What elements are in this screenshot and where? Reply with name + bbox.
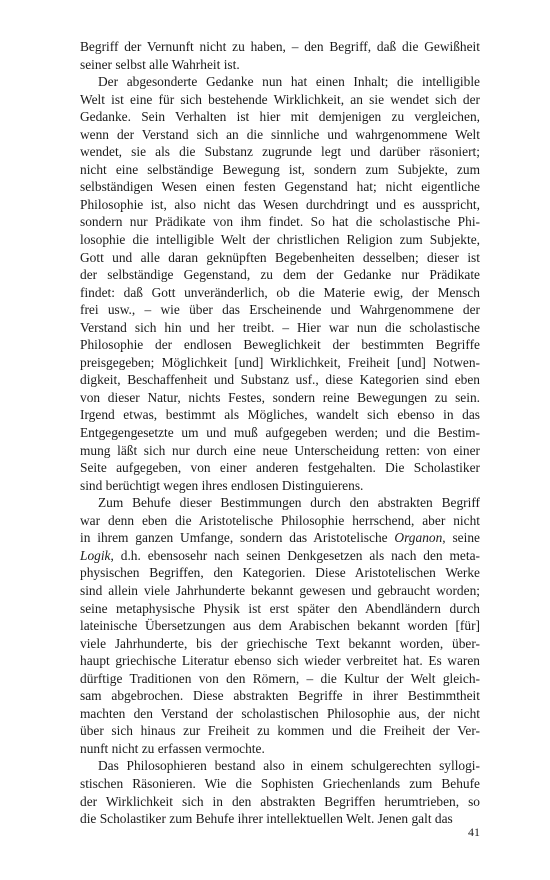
text-line: losophie die intelligible Welt der christlichen Religion zum Subjekte, xyxy=(80,232,480,248)
text-line: viele Jahrhunderte, bis der griechische Text bekannt worden, über- xyxy=(80,635,480,651)
text-line: Das Philosophieren bestand also in einem schulgerechten syllogi- xyxy=(98,758,480,774)
text-line: physischen Begriffen, den Kategorien. Diese Aristotelischen Werke xyxy=(80,565,480,581)
text-line: wendet, sie als die Substanz zugrunde legt und darüber räsoniert; xyxy=(80,144,480,160)
text-line: Begriff der Vernunft nicht zu haben, – den Begriff, daß die Gewißheit xyxy=(80,39,480,54)
body-text xyxy=(80,38,480,828)
text-line: in ihrem ganzen Umfange, sondern das Aristotelische Organon, seine xyxy=(80,530,480,546)
text-line: Der abgesonderte Gedanke nun hat einen Inhalt; die intelligible xyxy=(98,74,480,90)
text-line: der selbständige Gegenstand, zu dem der Gedanke nur Prädikate xyxy=(80,267,480,283)
text-line: lateinische Übersetzungen aus dem Arabischen bekannt worden [für] xyxy=(80,618,480,634)
text-line: machten den Verstand der scholastischen Philosophie aus, der nicht xyxy=(80,705,480,721)
text-line: nicht eine selbständige Bewegung ist, sondern zum Subjekte, zum xyxy=(80,161,480,177)
text-line: Verstand sich hin und her treibt. – Hier war nun die scholastische xyxy=(80,319,480,335)
text-line: nunft nicht zu erfassen vermochte. xyxy=(80,740,265,756)
page-number: 41 xyxy=(468,825,480,839)
text-line: sind berüchtigt wegen ihres endlosen Distinguierens. xyxy=(80,477,364,493)
text-line: findet: daß Gott unveränderlich, ob die Materie ewig, der Mensch xyxy=(80,284,480,300)
text-line: sam abgebrochen. Diese abstrakten Begriffe in ihrer Bestimmtheit xyxy=(80,688,480,704)
text-line: Gedanke. Sein Verhalten ist hier mit demjenigen zu vergleichen, xyxy=(80,109,480,125)
text-line: dürftige Traditionen von den Römern, – die Kultur der Welt gleich- xyxy=(80,670,480,686)
text-line: mung läßt sich nur durch eine neue Unterscheidung retten: von einer xyxy=(80,442,480,458)
text-line: stischen Räsonieren. Wie die Sophisten Griechenlands zum Behufe xyxy=(80,775,480,791)
text-line: digkeit, Beschaffenheit und Substanz usf., diese Kategorien sind eben xyxy=(80,372,480,388)
text-line: über sich hinaus zur Freiheit zu kommen und die Freiheit der Ver- xyxy=(80,723,480,739)
text-line: Welt ist eine für sich bestehende Wirklichkeit, an sie wendet sich der xyxy=(80,91,480,107)
text-line: die Scholastiker zum Behufe ihrer intellektuellen Welt. Jenen galt das xyxy=(80,811,453,827)
text-line: Zum Behufe dieser Bestimmungen durch den abstrakten Begriff xyxy=(98,495,480,511)
text-line: preisgegeben; Möglichkeit [und] Wirklichkeit, Freiheit [und] Notwen- xyxy=(80,354,480,370)
text-line: von dieser Natur, nichts Festes, sondern reine Bewegungen zu sein. xyxy=(80,389,480,405)
text-line: wenn der Verstand sich an die sinnliche und wahrgenommene Welt xyxy=(80,126,480,142)
text-line: Philosophie der endlosen Beweglichkeit der bestimmten Begriffe xyxy=(80,337,480,353)
text-line: sondern nur Prädikate von ihm findet. So hat die scholastische Phi- xyxy=(80,214,480,230)
text-line: der Wirklichkeit sich in den abstrakten Begriffen herumtrieben, so xyxy=(80,793,480,809)
text-line: war denn eben die Aristotelische Philosophie herrschend, aber nicht xyxy=(80,512,480,528)
text-line: Logik, d.h. ebensosehr nach seinen Denkgesetzen als nach den meta- xyxy=(80,547,480,563)
text-line: sind allein viele Jahrhunderte bekannt gewesen und gebraucht worden; xyxy=(80,582,480,598)
text-line: seiner selbst alle Wahrheit ist. xyxy=(80,56,240,72)
text-line: selbständigen Wesen einen festen Gegenstand hat; nicht eigentliche xyxy=(80,179,480,195)
text-line: Entgegengesetzte um und muß aufgegeben werden; und die Bestim- xyxy=(80,425,480,441)
text-line: seine metaphysische Physik ist erst später den Abendländern durch xyxy=(80,600,480,616)
text-line: haupt griechische Literatur ebenso sich wieder verbreitet hat. Es waren xyxy=(80,653,480,669)
text-line: frei usw., – wie über das Erscheinende und Wahrgenommene der xyxy=(80,302,480,318)
text-line: Gott und alle daran geknüpften Begebenheiten desselben; dieser ist xyxy=(80,249,480,265)
text-line: Irgend etwas, bestimmt als Mögliches, wandelt sich ebenso in das xyxy=(80,407,480,423)
text-line: Philosophie ist, also nicht das Wesen durchdringt und es ausspricht, xyxy=(80,196,480,212)
text-line: Seite aufgegeben, von einer anderen festgehalten. Die Scholastiker xyxy=(80,460,480,476)
